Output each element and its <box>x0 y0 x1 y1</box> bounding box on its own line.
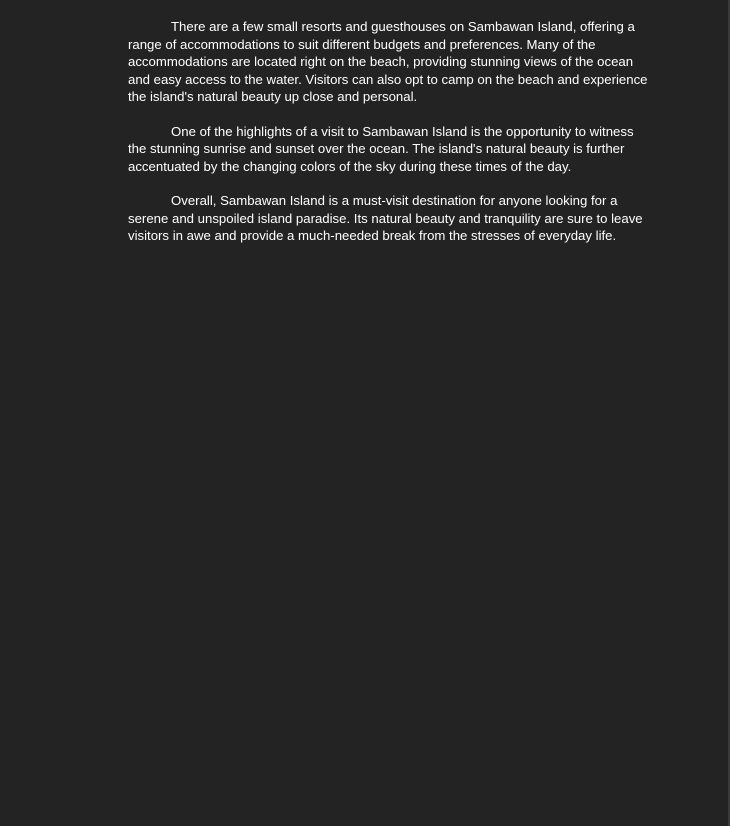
paragraph-overall: Overall, Sambawan Island is a must-visit destination for anyone looking for a serene and unspoiled island paradise. Its natural beauty and tranquility are sure to leave visitors in awe and provide a much-needed break from the stresses of everyday life. <box>128 193 643 243</box>
paragraph-accommodations: There are a few small resorts and guesthouses on Sambawan Island, offering a range of accommodations to suit different budgets and preferences. Many of the accommodations are located right on the beach, providing stunning views of the ocean and easy access to the water. Visitors can also opt to camp on the beach and experience the island's natural beauty up close and personal. <box>128 19 648 104</box>
document-body <box>128 18 648 262</box>
paragraph-sunrise-sunset: One of the highlights of a visit to Sambawan Island is the opportunity to witness the stunning sunrise and sunset over the ocean. The island's natural beauty is further accentuated by the changing colors of the sky during these times of the day. <box>128 123 634 174</box>
